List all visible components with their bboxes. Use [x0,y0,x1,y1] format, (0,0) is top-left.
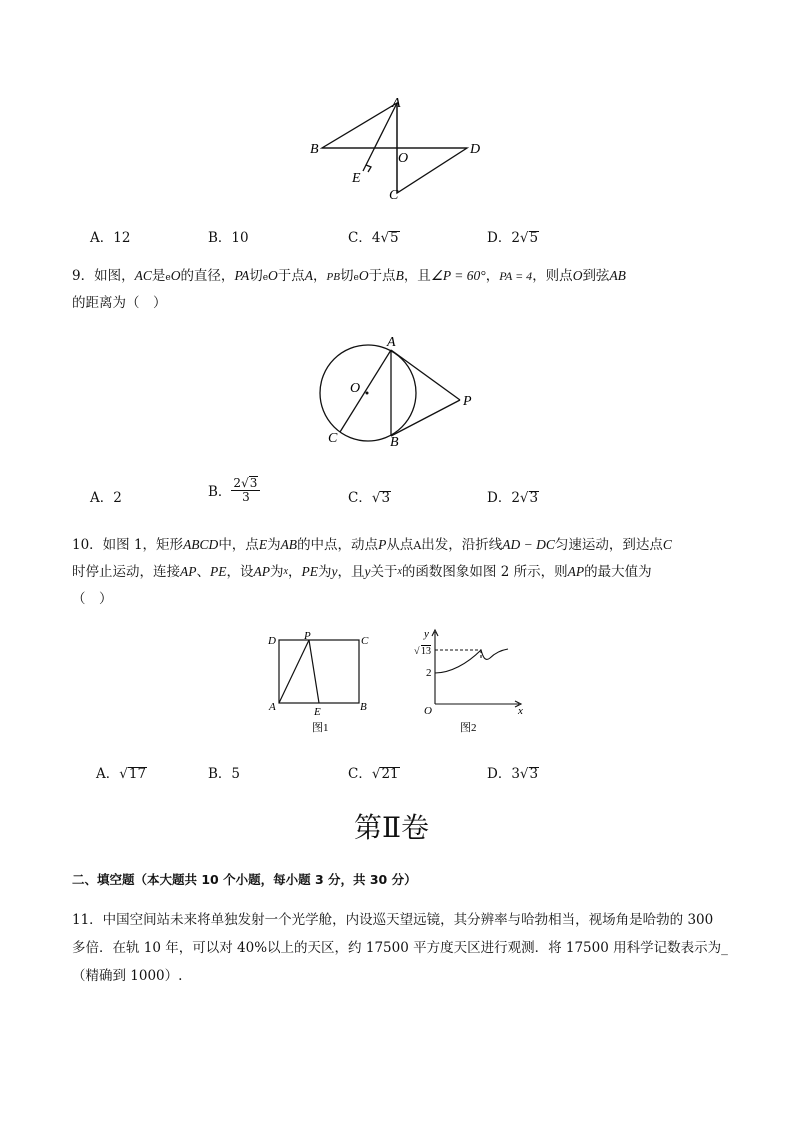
option-letter: A． [90,230,114,246]
option-letter: C． [348,230,372,246]
q8-label-O: O [398,151,409,166]
option-fraction: $\frac{2√3}{3}$ [231,476,260,504]
q8-label-E: E [352,171,361,186]
option-value: 2 [113,490,122,506]
fig2-sqrt13-label: √ [414,646,420,657]
option-coef: 3 [511,766,520,782]
option-letter: A． [90,490,114,506]
option-coef: 2 [511,230,520,246]
q9-label-O: O [350,381,361,396]
q8-label-B: B [310,142,319,157]
q8-option-d[interactable]: D．2√5 [487,230,539,246]
q9-stem-line2: 的距离为（ ） [72,295,167,311]
q8-option-a[interactable] [90,226,130,246]
q10-stem-line1: 10．如图 1，矩形ABCD中，点E为AB的中点，动点P从点A出发，沿折线AD − DC匀速运动，到达点C [72,537,672,553]
q11-stem-line1: 11．中国空间站未来将单独发射一个光学舱，内设巡天望远镜，其分辨率与哈勃相当，视场角是哈勃的 300 [72,912,714,928]
option-radicand: 5 [390,230,399,246]
fig2-two-label: 2 [426,667,432,679]
fig1-label-D: D [268,635,276,647]
fig2-x-axis-label: x [518,705,523,717]
q9-label-P: P [463,394,472,409]
option-value: 10 [231,230,249,246]
option-radicand: 17 [128,766,147,782]
q10-option-b[interactable] [208,762,240,782]
part2-heading: 二、填空题（本大题共 10 个小题，每小题 3 分，共 30 分） [72,872,417,887]
q8-label-C: C [389,188,399,203]
option-radicand: 5 [529,230,539,246]
option-letter: D． [487,230,512,246]
fig2-sqrt13-radicand: 13 [421,646,431,657]
option-radicand: 3 [529,490,539,506]
q9-stem-line1: 9．如图，AC是eO的直径，PA切eO于点A，PB切eO于点B，且∠P = 60°，PA = 4，则点O到弦AB [72,268,626,284]
q9-label-A: A [387,335,396,350]
option-letter: D． [487,766,512,782]
q9-option-d[interactable]: D．2√3 [487,490,539,506]
fig2-caption: 图2 [460,722,477,734]
q10-figure1-rectangle [262,628,382,738]
option-letter: B． [208,484,232,500]
fig2-origin-label: O [424,705,432,717]
fig1-caption: 图1 [312,722,329,734]
q10-stem-line2: 时停止运动，连接AP、PE，设AP为$^x$，PE为y，且y关于$^x$的函数图象如图 2 所示，则AP的最大值为 [72,564,652,580]
option-value: 5 [231,766,241,782]
q9-label-B: B [390,435,399,450]
option-letter: B． [208,230,232,246]
option-radicand: 3 [529,766,539,782]
q8-label-A: A [392,96,401,111]
q10-figure2-graph [395,624,535,738]
option-letter: A． [96,766,120,782]
q9-option-a[interactable] [90,486,122,506]
option-letter: D． [487,490,512,506]
option-letter: C． [348,490,372,506]
q8-label-D: D [470,142,481,157]
option-radicand: 21 [381,766,399,782]
option-letter: C． [348,766,372,782]
section-title: 第Ⅱ卷 [354,811,430,844]
fig1-label-E: E [314,706,321,718]
fig1-label-P: P [304,630,311,642]
q9-label-C: C [328,431,338,446]
q9-option-b[interactable] [208,476,260,504]
option-coef: 4 [371,230,381,246]
option-letter: B． [208,766,232,782]
q8-option-c[interactable]: C．4√5 [348,230,399,246]
option-value: 12 [113,230,131,246]
q11-stem-line3: （精确到 1000）. [72,968,183,984]
option-radicand: 3 [381,490,391,506]
q9-option-c[interactable]: C．√3 [348,490,391,506]
fig1-label-A: A [269,701,276,713]
q10-stem-line3: （ ） [72,591,113,607]
q11-stem-line2: 多倍．在轨 10 年，可以对 40%以上的天区，约 17500 平方度天区进行观测．将 17500 用科学记数表示为_ [72,940,728,956]
q9-circle-figure [310,332,490,450]
option-coef: 2 [511,490,520,506]
fig1-label-B: B [360,701,367,713]
fig2-y-axis-label: y [424,628,429,640]
q10-option-a[interactable]: A．√17 [96,766,147,782]
q8-option-b[interactable] [208,226,249,246]
q10-option-c[interactable]: C．√21 [348,766,399,782]
q8-rhombus-figure [300,92,500,204]
fig1-label-C: C [361,635,369,647]
q10-option-d[interactable]: D．3√3 [487,766,539,782]
